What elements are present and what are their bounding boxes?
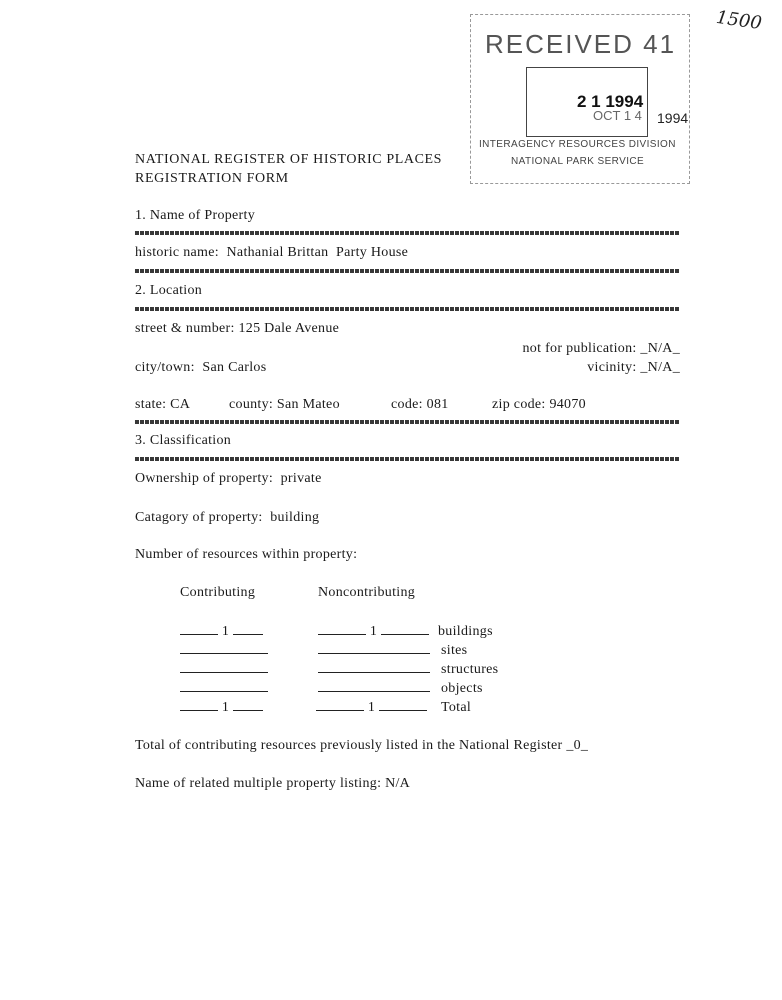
section-location: 2. Location xyxy=(135,283,203,298)
multiple-listing-label: Name of related multiple property listing: xyxy=(135,776,382,791)
city-row xyxy=(135,360,266,376)
stamp-year: 1994 xyxy=(657,110,689,126)
stamp-smudge-text: OCT 1 4 xyxy=(593,108,642,123)
stamp-date: 2 1 1994 xyxy=(577,92,644,111)
county-value: San Mateo xyxy=(276,397,340,412)
resources-label: Number of resources within property: xyxy=(135,547,358,562)
state-label: state: xyxy=(135,397,167,412)
dashed-divider xyxy=(135,269,680,273)
code-value: 081 xyxy=(426,397,449,412)
category-label: Catagory of property: xyxy=(135,510,263,525)
city-value: San Carlos xyxy=(202,360,267,375)
resource-row-buildings-noncontributing: 1 xyxy=(318,624,429,640)
handwritten-number: 1500 xyxy=(714,6,764,35)
code-field xyxy=(391,397,449,413)
resource-row-buildings-label: buildings xyxy=(438,624,493,639)
not-for-publication: not for publication: _N/A_ xyxy=(522,341,680,356)
dashed-divider xyxy=(135,231,680,235)
stamp-division: INTERAGENCY RESOURCES DIVISION xyxy=(479,139,676,150)
ownership-label: Ownership of property: xyxy=(135,471,274,486)
historic-name-label: historic name: xyxy=(135,245,219,260)
county-label: county: xyxy=(229,397,274,412)
previously-listed: Total of contributing resources previously listed in the National Register _0_ xyxy=(135,738,589,753)
resource-row-objects-label: objects xyxy=(441,681,483,696)
stamp-date-box xyxy=(526,67,648,137)
historic-name-value: Nathanial Brittan Party House xyxy=(226,245,409,260)
resource-row-structures-noncontributing xyxy=(318,662,430,678)
resource-row-total-contributing: 1 xyxy=(180,700,263,716)
vicinity: vicinity: _N/A_ xyxy=(587,360,680,375)
category-row xyxy=(135,510,319,526)
category-value: building xyxy=(270,510,320,525)
section-name-of-property: 1. Name of Property xyxy=(135,208,256,223)
stamp-agency: NATIONAL PARK SERVICE xyxy=(511,156,645,167)
resource-row-sites-contributing xyxy=(180,643,268,659)
form-title: NATIONAL REGISTER OF HISTORIC PLACES xyxy=(135,152,443,167)
street-label: street & number: xyxy=(135,321,235,336)
ownership-row xyxy=(135,471,322,487)
resource-row-total-label: Total xyxy=(441,700,472,715)
contributing-header: Contributing xyxy=(180,585,256,600)
state-value: CA xyxy=(170,397,191,412)
resource-row-buildings-contributing: 1 xyxy=(180,624,263,640)
city-label: city/town: xyxy=(135,360,195,375)
street-value: 125 Dale Avenue xyxy=(238,321,340,336)
resource-row-objects-noncontributing xyxy=(318,681,430,697)
form-subtitle: REGISTRATION FORM xyxy=(135,171,289,186)
section-classification: 3. Classification xyxy=(135,433,232,448)
stamp-title: RECEIVED 41 xyxy=(485,29,677,59)
resource-row-sites-label: sites xyxy=(441,643,468,658)
zip-label: zip code: xyxy=(492,397,546,412)
dashed-divider xyxy=(135,420,680,424)
street-row xyxy=(135,321,339,337)
historic-name-row xyxy=(135,245,408,261)
resource-row-sites-noncontributing xyxy=(318,643,430,659)
noncontributing-header: Noncontributing xyxy=(318,585,416,600)
resource-row-structures-contributing xyxy=(180,662,268,678)
county-field xyxy=(229,397,340,413)
resource-row-structures-label: structures xyxy=(441,662,499,677)
zip-value: 94070 xyxy=(549,397,586,412)
dashed-divider xyxy=(135,307,680,311)
code-label: code: xyxy=(391,397,423,412)
ownership-value: private xyxy=(280,471,322,486)
resource-row-objects-contributing xyxy=(180,681,268,697)
zip-field xyxy=(492,397,586,413)
state-field xyxy=(135,397,190,413)
dashed-divider xyxy=(135,457,680,461)
received-stamp xyxy=(470,14,690,184)
resource-row-total-noncontributing: 1 xyxy=(316,700,427,716)
multiple-listing-row xyxy=(135,776,410,792)
multiple-listing-value: N/A xyxy=(385,776,411,791)
